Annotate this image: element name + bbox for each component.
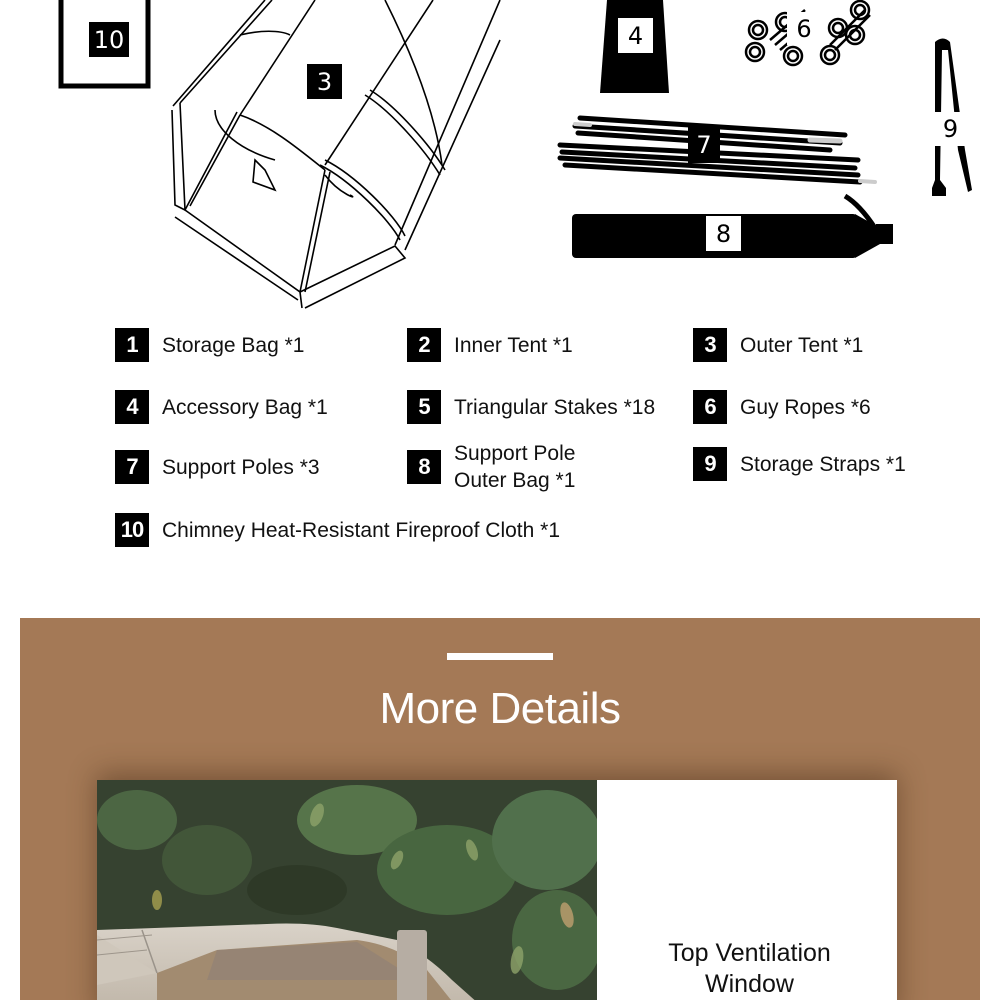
legend-label: Support Pole Outer Bag *1 bbox=[454, 442, 576, 492]
legend-label: Storage Straps *1 bbox=[740, 452, 906, 476]
feature-caption: Top Ventilation Window bbox=[668, 939, 831, 998]
section-title: More Details bbox=[379, 684, 621, 733]
package-contents-illustration bbox=[0, 0, 1000, 320]
callout-10: 10 bbox=[89, 22, 129, 57]
legend-item-accessory-bag bbox=[115, 390, 328, 424]
title-divider bbox=[447, 653, 553, 660]
legend-item-triangular-stakes bbox=[407, 390, 655, 424]
legend-label: Outer Tent *1 bbox=[740, 333, 864, 357]
legend-number: 9 bbox=[693, 447, 727, 481]
legend-number: 1 bbox=[115, 328, 149, 362]
legend-item-fireproof-cloth bbox=[115, 513, 560, 547]
legend-number: 7 bbox=[115, 450, 149, 484]
callout-6: 6 bbox=[787, 12, 821, 45]
legend-label: Support Poles *3 bbox=[162, 455, 320, 479]
legend-item-support-poles bbox=[115, 450, 320, 484]
legend-label: Chimney Heat-Resistant Fireproof Cloth *1 bbox=[162, 518, 560, 542]
legend-label: Triangular Stakes *18 bbox=[454, 395, 656, 419]
legend-item-pole-outer-bag bbox=[407, 440, 575, 494]
legend-number: 6 bbox=[693, 390, 727, 424]
callout-8: 8 bbox=[706, 216, 741, 251]
contents-legend bbox=[0, 320, 1000, 560]
legend-item-storage-bag bbox=[115, 328, 304, 362]
tent-line-drawing bbox=[0, 0, 1000, 320]
callout-7: 7 bbox=[688, 127, 720, 163]
callout-4: 4 bbox=[618, 18, 653, 53]
legend-label: Accessory Bag *1 bbox=[162, 395, 328, 419]
legend-label: Guy Ropes *6 bbox=[740, 395, 871, 419]
legend-item-inner-tent bbox=[407, 328, 573, 362]
legend-number: 4 bbox=[115, 390, 149, 424]
legend-item-storage-straps bbox=[693, 447, 906, 481]
legend-number: 3 bbox=[693, 328, 727, 362]
legend-number: 10 bbox=[115, 513, 149, 547]
legend-number: 5 bbox=[407, 390, 441, 424]
legend-label: Storage Bag *1 bbox=[162, 333, 305, 357]
legend-number: 2 bbox=[407, 328, 441, 362]
callout-9: 9 bbox=[934, 112, 967, 146]
legend-item-guy-ropes bbox=[693, 390, 871, 424]
callout-3: 3 bbox=[307, 64, 342, 99]
legend-label: Inner Tent *1 bbox=[454, 333, 573, 357]
legend-item-outer-tent bbox=[693, 328, 863, 362]
outer-tent-icon bbox=[172, 0, 500, 308]
detail-card bbox=[97, 780, 897, 1000]
more-details-section bbox=[20, 618, 980, 1000]
legend-number: 8 bbox=[407, 450, 441, 484]
foliage-and-tent-image bbox=[97, 780, 597, 1000]
tent-vent-photo bbox=[97, 780, 597, 1000]
